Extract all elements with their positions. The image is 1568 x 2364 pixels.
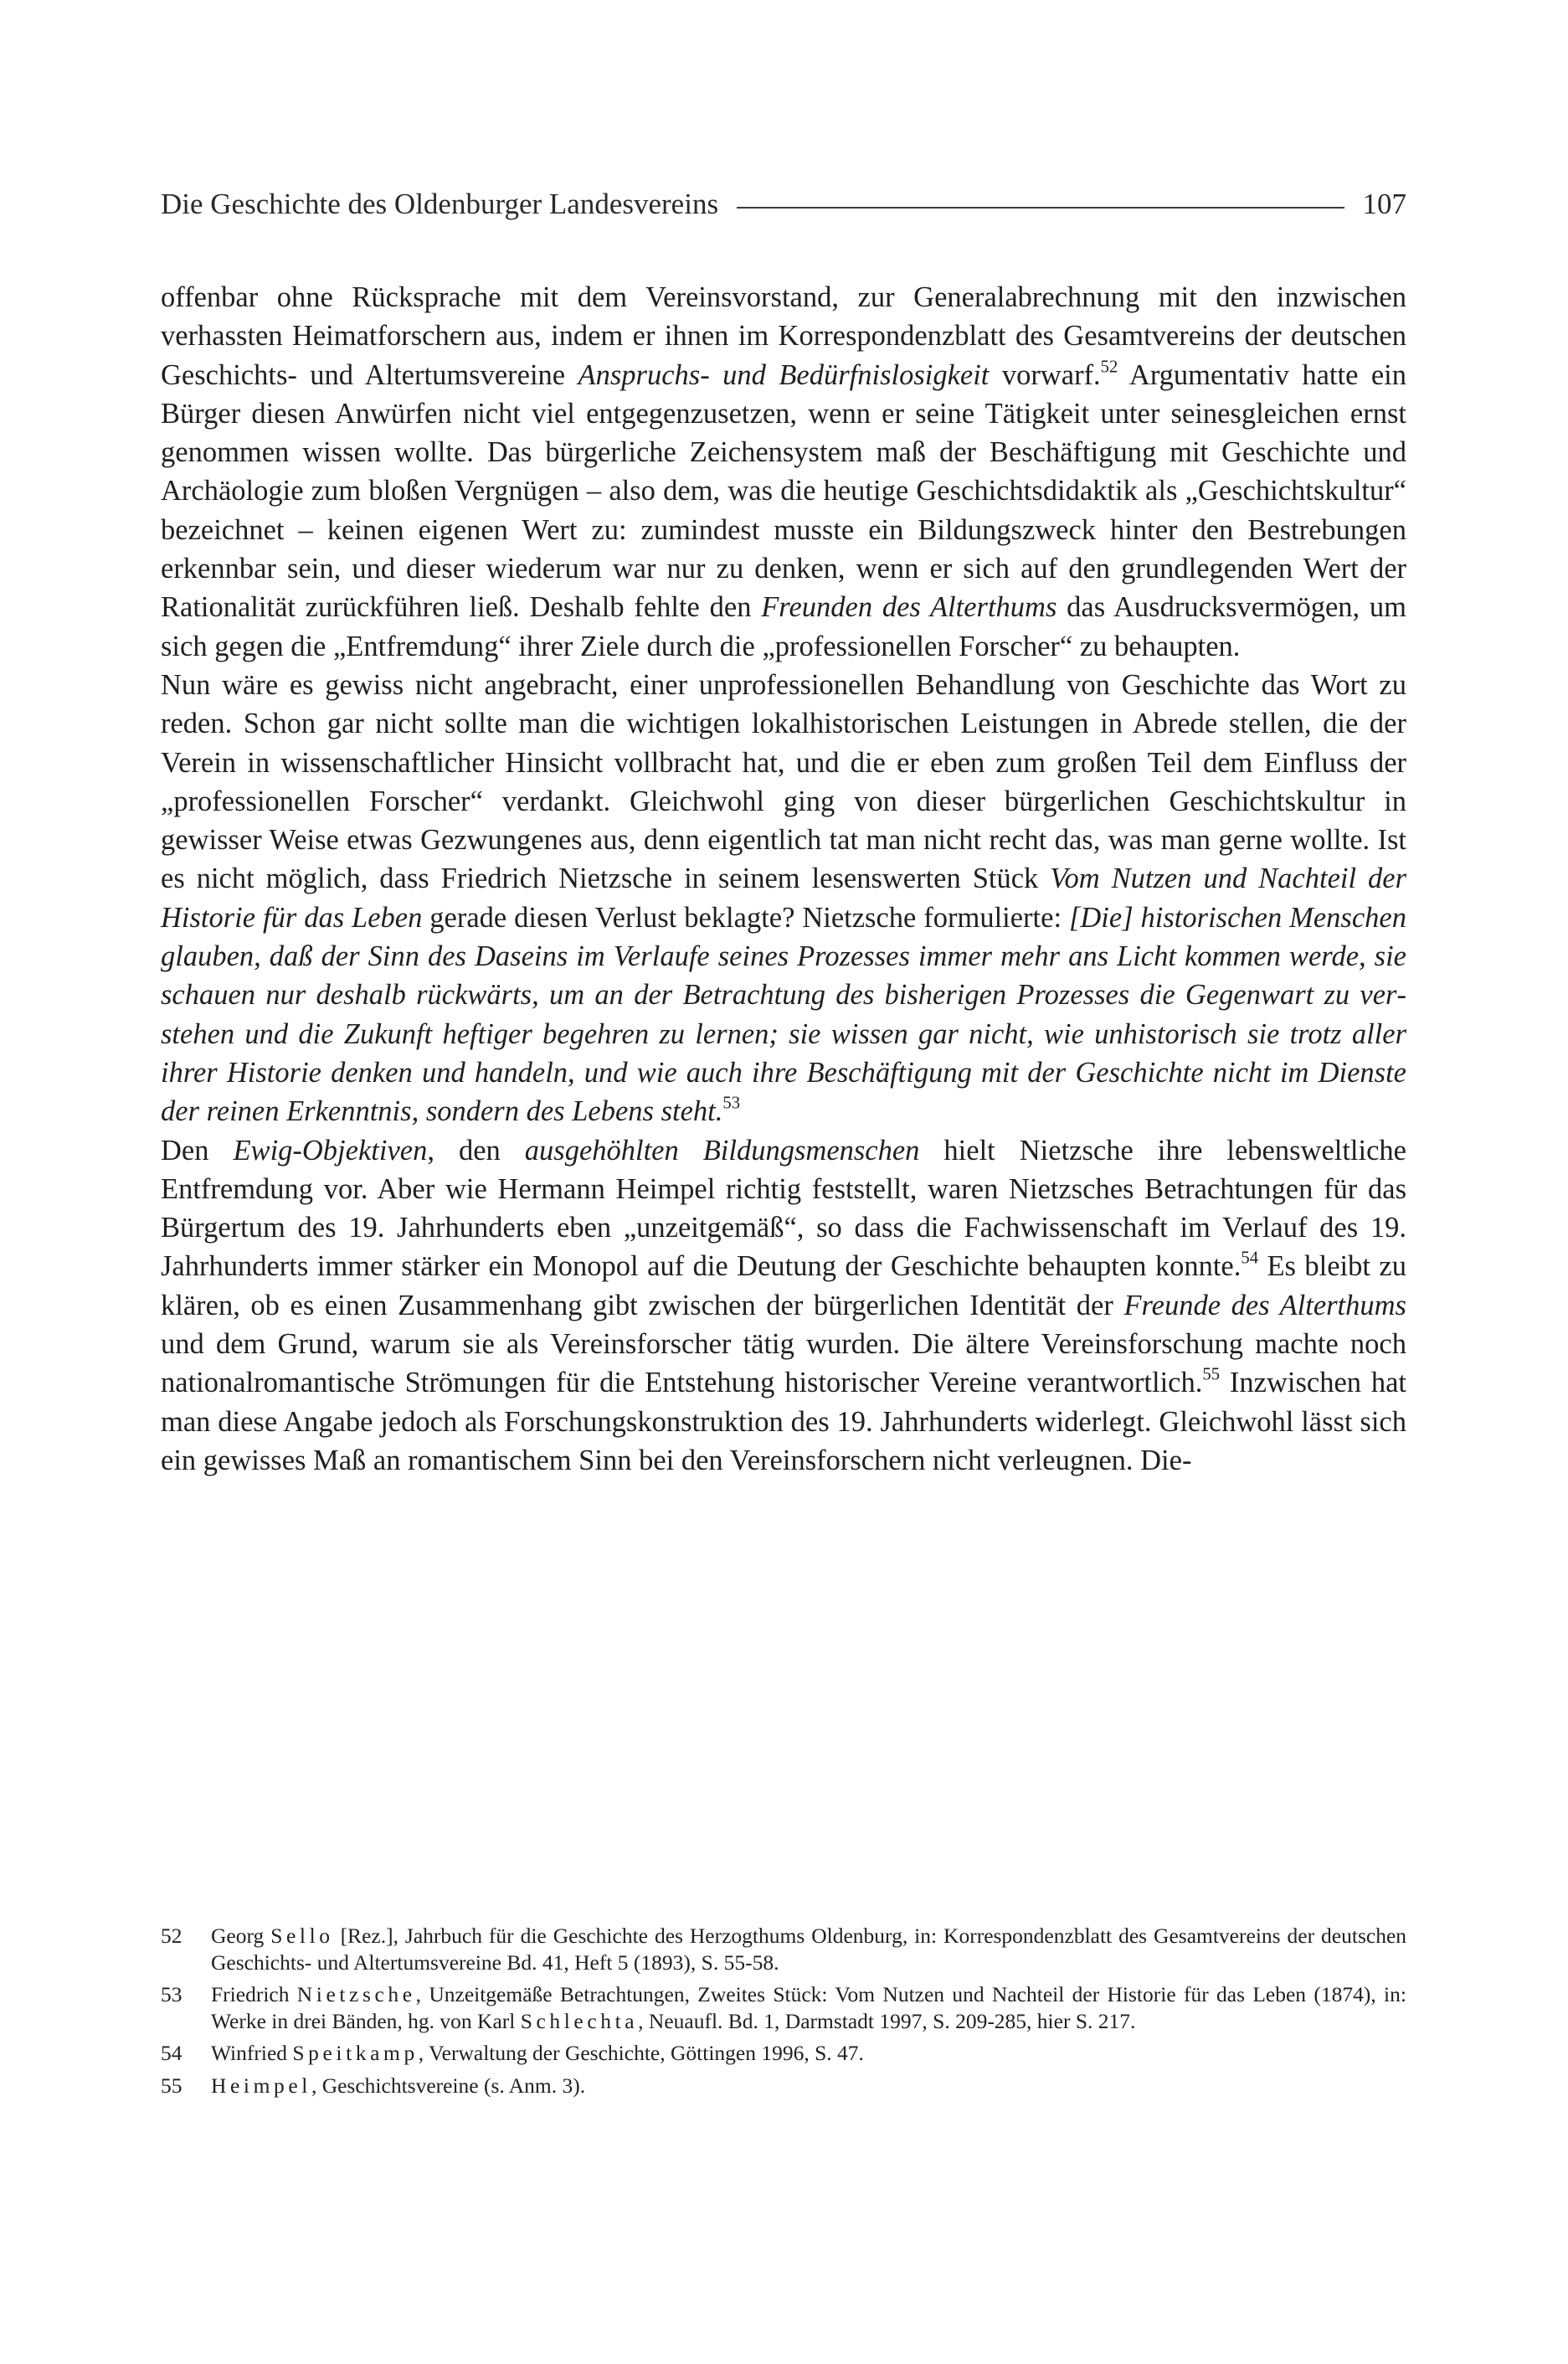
italic-title: Vom Nutzen und Nachteil der Historie für das Leben [161, 863, 1406, 934]
text-run: [Rez.], Jahrbuch für die Geschichte des Herzogthums Oldenburg, in: Korrespondenzblatt des Gesamtvereins der deutschen Geschichts- und Altertumsvereine Bd. 41, Heft 5 (1893), S. 55-58. [211, 1924, 1407, 1975]
text-run: und dem Grund, warum sie als Vereinsforscher tätig wurden. Die ältere Vereinsforschung machte noch nationalromantische Strömungen für die Entstehung historischer Vereine verantwortlich. [161, 1328, 1406, 1399]
footnote-text [211, 1981, 1406, 2034]
italic-quote: Freunden des Alterthums [761, 591, 1057, 624]
italic-quote: ausgehöhlten Bildungsmenschen [524, 1134, 920, 1167]
footnote-ref-53[interactable]: 53 [722, 1094, 741, 1113]
text-run: gerade diesen Verlust beklagte? Nietzsche formulierte: [422, 901, 1069, 934]
paragraph-3 [161, 1131, 1406, 1481]
italic-quote: Anspruchs- und Bedürfnislosigkeit [578, 358, 990, 391]
italic-quote: [Die] historischen Menschen glauben, daß der Sinn des Daseins im Verlaufe seines Prozesses immer mehr ans Licht kommen werde, sie schauen nur deshalb rückwärts, um an der Betrachtung des bisherigen Prozesses die Gegenwart zu verstehen und die Zukunft heftiger begehren zu lernen; sie wissen gar nicht, wie unhistorisch sie trotz aller ihrer Historie denken und handeln, und wie auch ihre Beschäftigung mit der Geschichte nicht im Dienste der reinen Erkenntnis, sondern des Lebens steht. [161, 901, 1406, 1128]
footnote-number: 54 [161, 2041, 183, 2065]
footnote-53 [161, 1981, 1406, 2034]
text-run: Argumentativ hatte ein Bürger diesen Anwürfen nicht viel entgegenzusetzen, wenn er seine Tätigkeit unter seinesgleichen ernst genommen wissen wollte. Das bürgerliche Zeichensystem maß der Beschäftigung mit Geschichte und Archäologie zum bloßen Vergnügen – also dem, was die heutige Geschichtsdidaktik als „Geschichtskultur“ bezeichnet – keinen eigenen Wert zu: zumindest musste ein Bildungszweck hinter den Bestrebungen erkennbar sein, und dieser wiederum war nur zu denken, wenn er sich auf den grundlegenden Wert der Rationalität zurückführen ließ. Deshalb fehlte den [161, 358, 1406, 624]
text-run: Nun wäre es gewiss nicht angebracht, einer unprofessionellen Behandlung von Geschichte das Wort zu reden. Schon gar nicht sollte man die wichtigen lokalhistorischen Leistungen in Abrede stellen, die der Verein in wissenschaftlicher Hinsicht vollbracht hat, und die er eben zum großen Teil dem Einfluss der „professionellen Forscher“ verdankt. Gleichwohl ging von dieser bürgerlichen Geschichtskultur in gewisser Weise etwas Gezwungenes aus, denn eigentlich tat man nicht recht das, was man gerne wollte. Ist es nicht möglich, dass Friedrich Nietzsche in seinem lesenswerten Stück [161, 668, 1406, 895]
footnote-text [211, 2073, 1406, 2099]
text-run: Winfried [211, 2041, 293, 2065]
running-head-rule [737, 207, 1344, 209]
footnote-ref-55[interactable]: 55 [1202, 1365, 1221, 1384]
running-head-title: Die Geschichte des Oldenburger Landesvereins [161, 188, 719, 220]
text-run: Inzwischen hat man diese Angabe jedoch als Forschungskonstruktion des 19. Jahrhunderts widerlegt. Gleichwohl lässt sich ein gewisses Maß an romantischem Sinn bei den Vereinsforschern nicht verleugnen. Die- [161, 1367, 1406, 1476]
text-run: offenbar ohne Rücksprache mit dem Vereinsvorstand, zur Generalabrechnung mit den inzwischen verhassten Heimatforschern aus, indem er ihnen im Korrespondenzblatt des Gesamtvereins der deutschen Geschichts- und Altertumsvereine [161, 281, 1406, 391]
footnote-text [211, 2040, 1406, 2067]
running-head [161, 181, 1406, 228]
italic-quote: Ewig-Objektiven [233, 1134, 428, 1167]
text-run: Georg [211, 1924, 271, 1948]
footnote-ref-52[interactable]: 52 [1100, 358, 1118, 377]
footnote-52 [161, 1923, 1406, 1975]
footnote-55 [161, 2073, 1406, 2099]
italic-quote: Freunde des Alterthums [1123, 1289, 1406, 1321]
page-number: 107 [1362, 188, 1406, 220]
author-name: Sello [270, 1924, 334, 1948]
footnote-ref-54[interactable]: 54 [1241, 1249, 1259, 1268]
author-name: Speitkamp [292, 2041, 419, 2065]
text-run: das Ausdrucksvermögen, um sich gegen die „Entfremdung“ ihrer Ziele durch die „professionellen Forscher“ zu behaupten. [161, 591, 1406, 662]
footnotes [161, 1923, 1406, 2104]
text-run: , Unzeitgemäße Betrachtungen, Zweites Stück: Vom Nutzen und Nachteil der Historie für das Leben (1874), in: Werke in drei Bänden, hg. von Karl [211, 1982, 1406, 2033]
editor-name: Schlechta [520, 2008, 639, 2033]
footnote-number: 55 [161, 2073, 183, 2098]
text-run: Den [161, 1134, 234, 1167]
footnote-number: 53 [161, 1982, 183, 2006]
text-run: , Verwaltung der Geschichte, Göttingen 1996, S. 47. [418, 2041, 864, 2065]
paragraph-1 [161, 278, 1406, 666]
paragraph-2 [161, 666, 1406, 1131]
text-run: , den [427, 1134, 525, 1167]
text-run: Friedrich [211, 1982, 297, 2006]
main-text [161, 278, 1406, 1480]
footnote-54 [161, 2040, 1406, 2067]
author-name: Heimpel [211, 2073, 311, 2098]
text-run: , Neuaufl. Bd. 1, Darmstadt 1997, S. 209-285, hier S. 217. [638, 2008, 1136, 2033]
text-run: Es bleibt zu klären, ob es einen Zusammenhang gibt zwischen der bürgerlichen Identität der [161, 1250, 1406, 1321]
footnote-number: 52 [161, 1924, 183, 1948]
text-run: vorwarf. [989, 358, 1101, 391]
author-name: Nietzsche [296, 1982, 416, 2006]
footnote-text [211, 1923, 1406, 1975]
text-run: hielt Nietzsche ihre lebensweltliche Entfremdung vor. Aber wie Hermann Heimpel richtig feststellt, waren Nietzsches Betrachtungen für das Bürgertum des 19. Jahrhunderts eben „unzeitgemäß“, so dass die Fachwissenschaft im Verlauf des 19. Jahrhunderts immer stärker ein Monopol auf die Deutung der Geschichte behaupten konnte. [161, 1134, 1406, 1283]
text-run: , Geschichtsvereine (s. Anm. 3). [311, 2073, 586, 2098]
